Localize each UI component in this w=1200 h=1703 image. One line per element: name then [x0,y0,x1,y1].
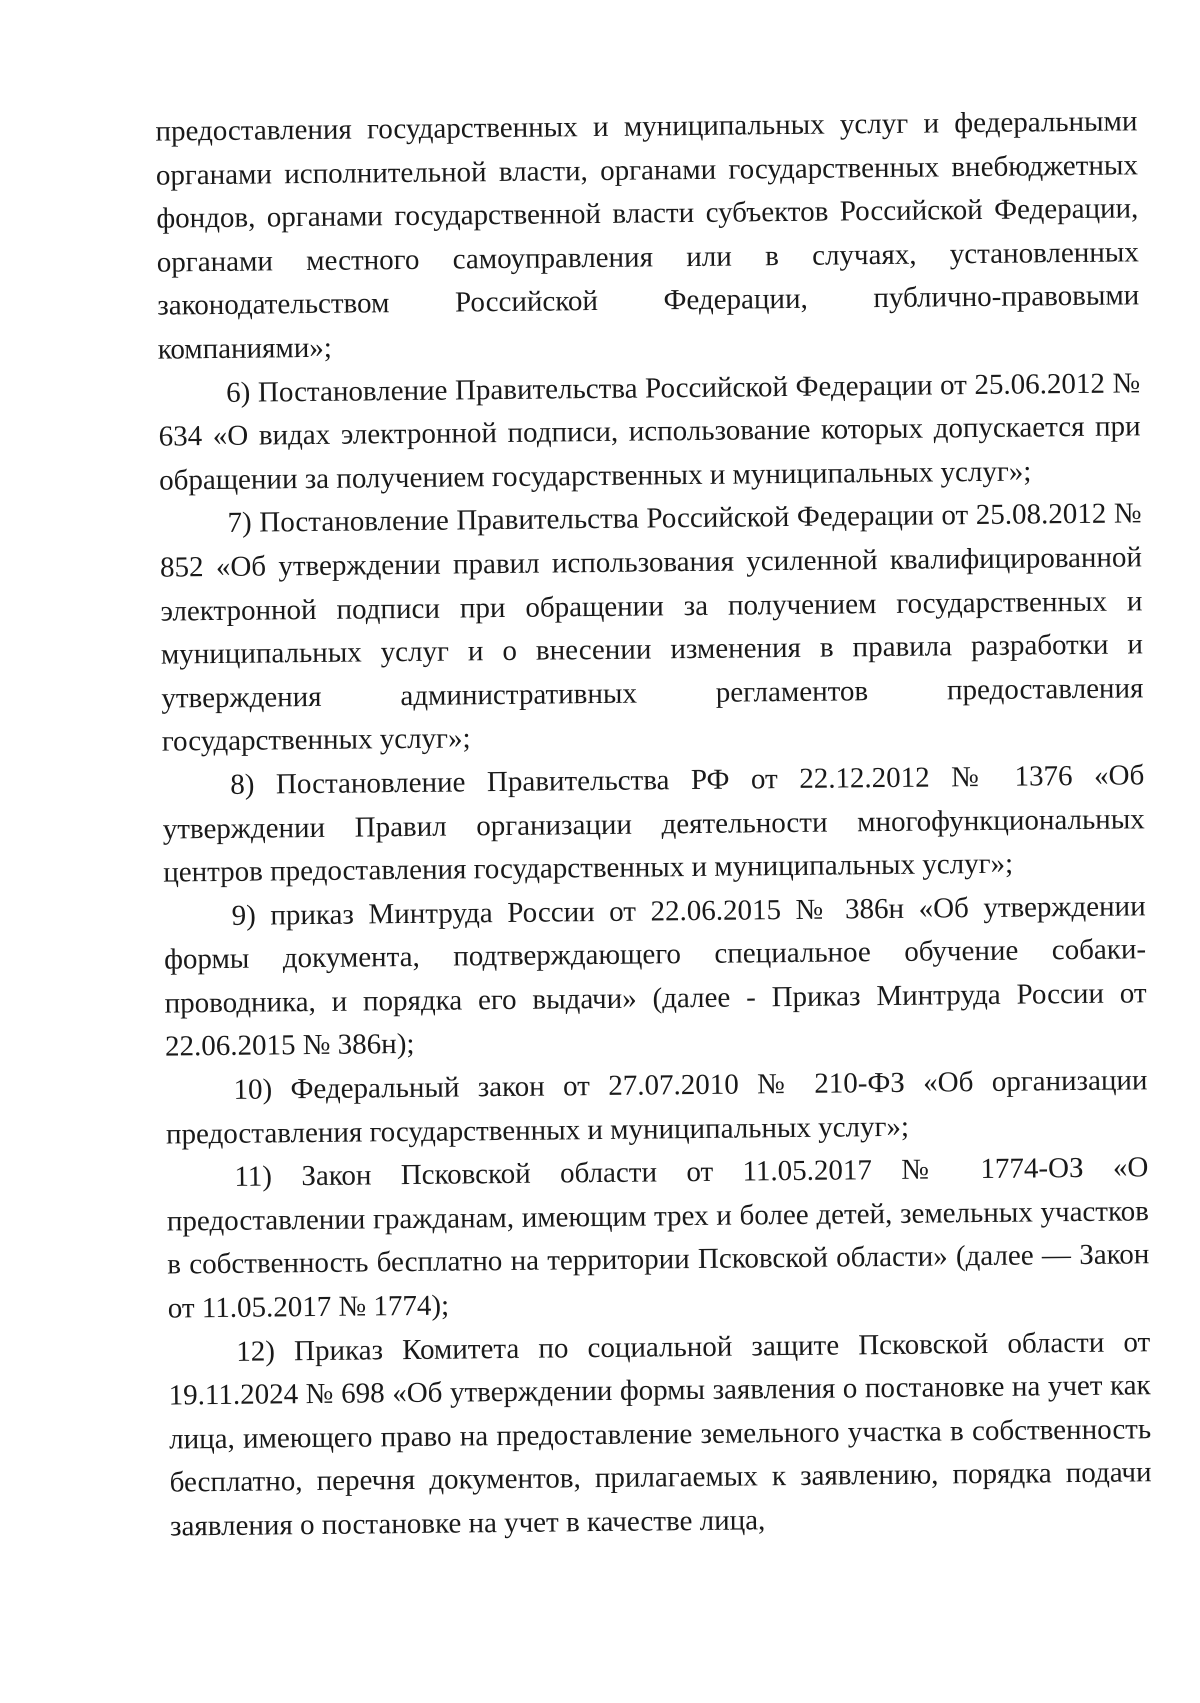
list-item-11: 11) Закон Псковской области от 11.05.2017 № 1774-ОЗ «О предоставлении гражданам, имеющим трех и более детей, земельных участков в собственность бесплатно на территории Псковской области» (далее — Закон от 11.05.2017 № 1774); [166,1151,1150,1325]
list-item-10: 10) Федеральный закон от 27.07.2010 № 210-ФЗ «Об организации предоставления государственных и муниципальных услуг»; [165,1064,1148,1151]
paragraph-continuation: предоставления государственных и муниципальных услуг и федеральными органами исполнительной власти, органами государственных внебюджетных фондов, органами государственной власти субъектов Российской Федерации, органами местного самоуправления или в случаях, установленных законодательством Российской Федерации, публично-правовыми компаниями»; [155,105,1140,366]
list-item-6: 6) Постановление Правительства Российской Федерации от 25.06.2012 № 634 «О видах электронной подписи, использование которых допускается при обращении за получением государственных и муниципальных услуг»; [158,366,1141,497]
list-item-7: 7) Постановление Правительства Российской Федерации от 25.08.2012 № 852 «Об утверждении правил использования усиленной квалифицированной электронной подписи при обращении за получением государственных и муниципальных услуг и о внесении изменения в правила разработки и утверждения административных регламентов предоставления государственных услуг»; [159,497,1144,758]
document-body [155,100,1152,1549]
list-item-12: 12) Приказ Комитета по социальной защите Псковской области от 19.11.2024 № 698 «Об утверждении формы заявления о постановке на учет как лица, имеющего право на предоставление земельного участка в собственность бесплатно, перечня документов, прилагаемых к заявлению, порядка подачи заявления о постановке на учет в качестве лица, [168,1325,1152,1543]
list-item-8: 8) Постановление Правительства РФ от 22.12.2012 № 1376 «Об утверждении Правил организации деятельности многофункциональных центров предоставления государственных и муниципальных услуг»; [162,759,1145,889]
list-item-9: 9) приказ Минтруда России от 22.06.2015 № 386н «Об утверждении формы документа, подтверждающего специальное обучение собаки-проводника, и порядка его выдачи» (далее - Приказ Минтруда России от 22.06.2015 № 386н); [163,889,1147,1064]
